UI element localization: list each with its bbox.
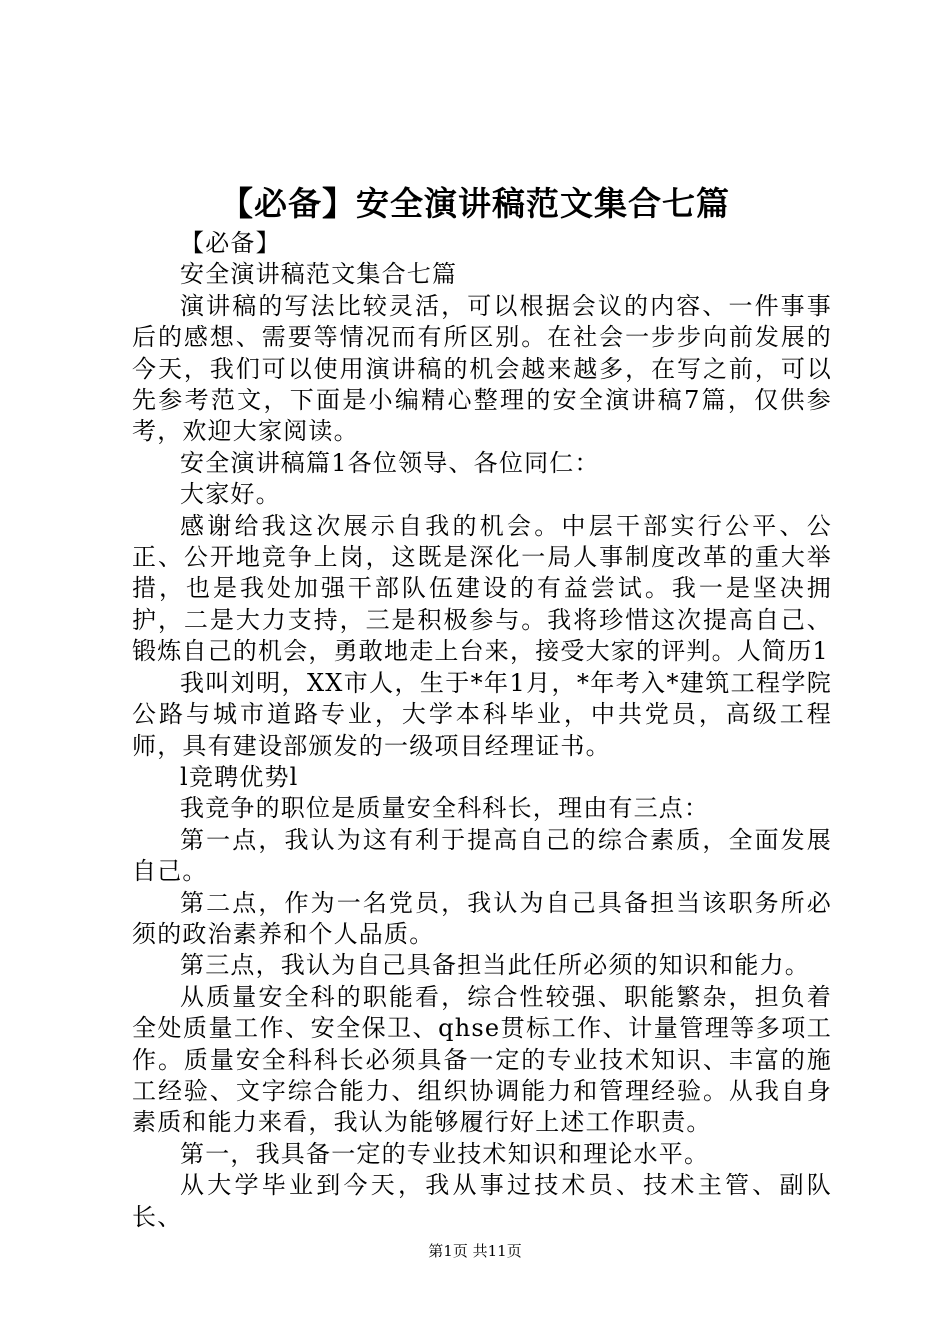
- paragraph: 我竞争的职位是质量安全科科长，理由有三点：: [180, 794, 710, 823]
- paragraph: 大家好。: [180, 480, 281, 509]
- paragraph: 感谢给我这次展示自我的机会。中层干部实行公平、公正、公开地竞争上岗，这既是深化一局人事制度改革的重大举措，也是我处加强干部队伍建设的有益尝试。我一是坚决拥护，二是大力支持，三是积极参与。我将珍惜这次提高自己、锻炼自己的机会，勇敢地走上台来，接受大家的评判。人简历1: [132, 511, 832, 666]
- paragraph: 第一，我具备一定的专业技术知识和理论水平。: [180, 1139, 710, 1168]
- paragraph: 第二点，作为一名党员，我认为自己具备担当该职务所必须的政治素养和个人品质。: [132, 888, 832, 948]
- document-title: 【必备】安全演讲稿范文集合七篇: [220, 184, 730, 223]
- paragraph: 第一点，我认为这有利于提高自己的综合素质，全面发展自己。: [132, 825, 832, 886]
- paragraph: 我叫刘明，XX市人，生于*年1月，*年考入*建筑工程学院公路与城市道路专业，大学本科毕业，中共党员，高级工程师，具有建设部颁发的一级项目经理证书。: [132, 668, 832, 760]
- page-number-footer: 第1页 共11页: [428, 1242, 522, 1260]
- paragraph: 【必备】: [180, 229, 281, 257]
- paragraph: 从质量安全科的职能看，综合性较强、职能繁杂，担负着全处质量工作、安全保卫、qhse贯标工作、计量管理等多项工作。质量安全科科长必须具备一定的专业技术知识、丰富的施工经验、文字综合能力、组织协调能力和管理经验。从我自身素质和能力来看，我认为能够履行好上述工作职责。: [132, 982, 832, 1137]
- paragraph: 安全演讲稿篇1各位领导、各位同仁：: [180, 448, 600, 477]
- paragraph: 从大学毕业到今天，我从事过技术员、技术主管、副队长、: [132, 1171, 832, 1231]
- paragraph: l竞聘优势l: [180, 762, 299, 791]
- paragraph: 演讲稿的写法比较灵活，可以根据会议的内容、一件事事后的感想、需要等情况而有所区别。在社会一步步向前发展的今天，我们可以使用演讲稿的机会越来越多，在写之前，可以先参考范文，下面是小编精心整理的安全演讲稿7篇，仅供参考，欢迎大家阅读。: [132, 291, 832, 446]
- paragraph: 第三点，我认为自己具备担当此任所必须的知识和能力。: [180, 951, 810, 980]
- document-body: [132, 228, 832, 1233]
- paragraph: 安全演讲稿范文集合七篇: [180, 260, 458, 289]
